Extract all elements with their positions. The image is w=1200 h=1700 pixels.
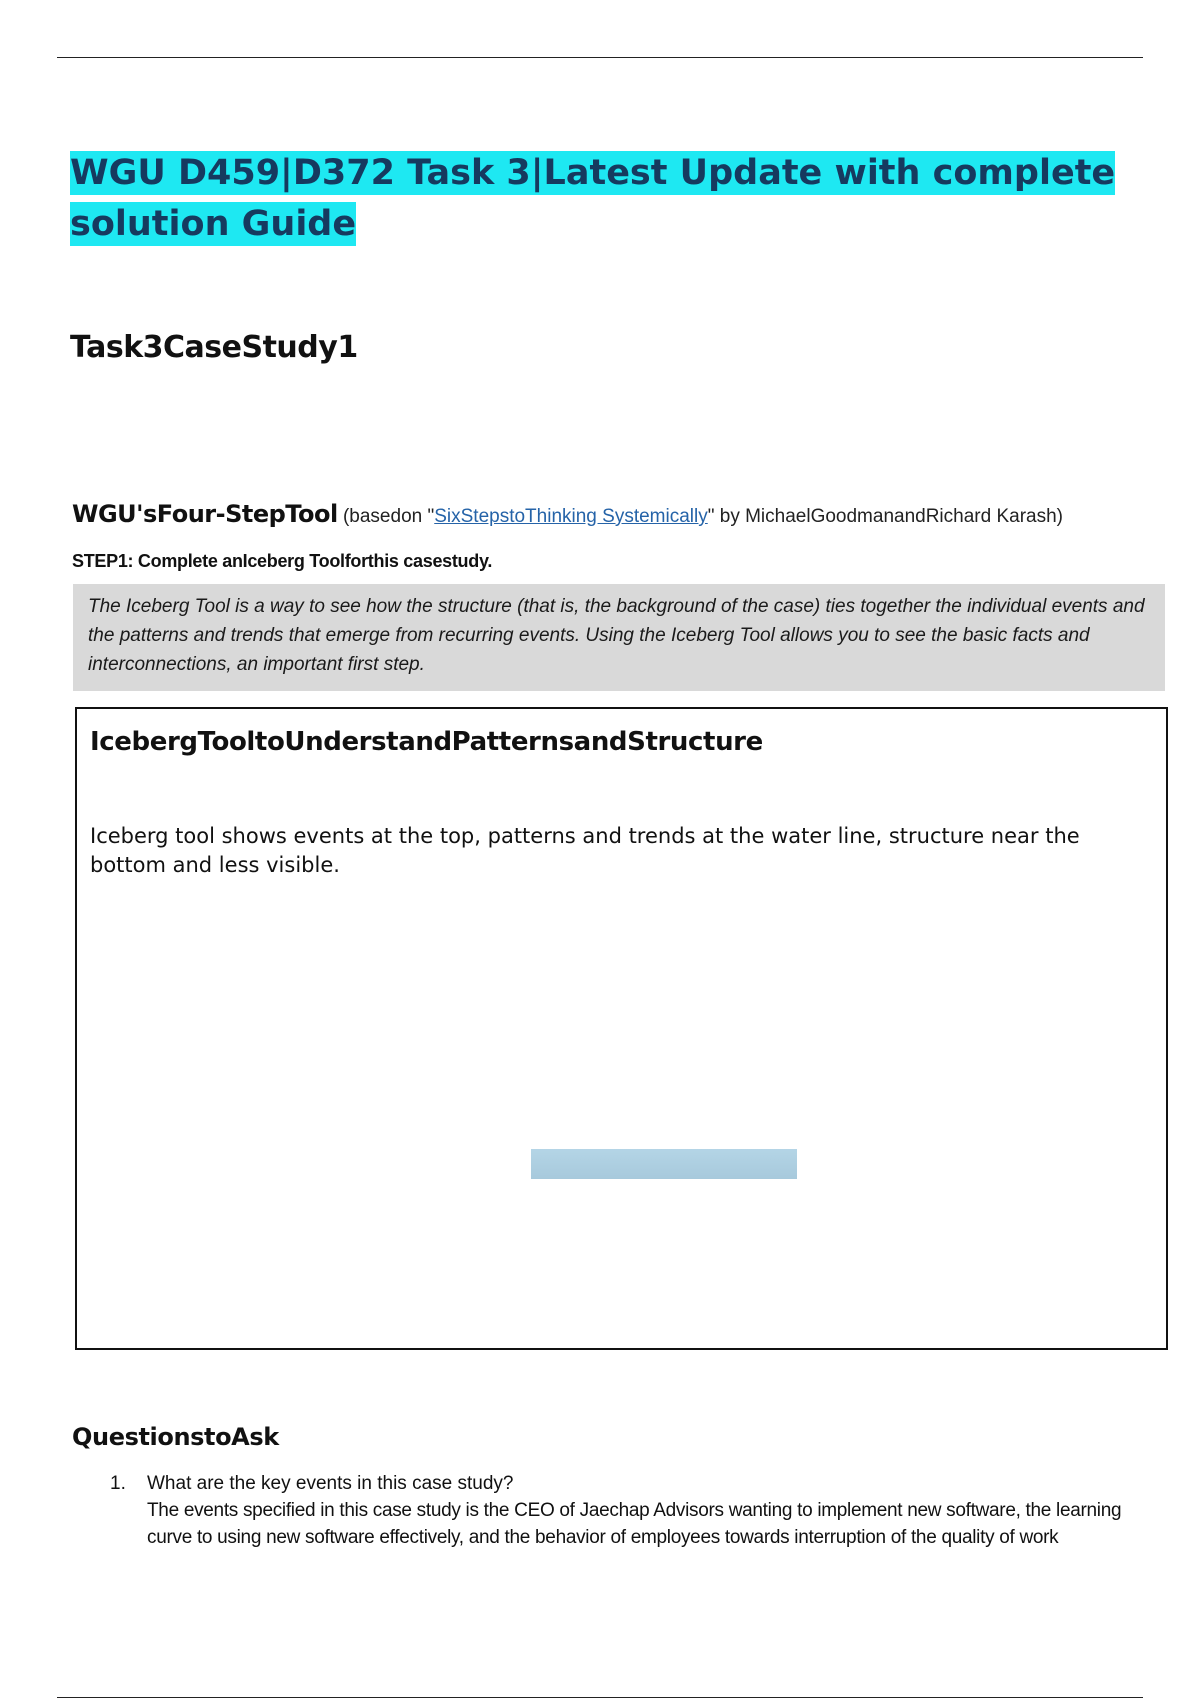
questions-heading: QuestionstoAsk (72, 1423, 279, 1451)
six-steps-link[interactable]: SixStepstoThinking Systemically (434, 506, 708, 527)
question-number: 1. (110, 1473, 126, 1494)
tool-intro-line (72, 500, 1063, 528)
step1-label: STEP1: Complete anIceberg Toolforthis casestudy. (72, 551, 493, 571)
question-text: What are the key events in this case study? (147, 1473, 514, 1494)
tool-name: WGU'sFour-StepTool (72, 500, 338, 528)
answer-text: The events specified in this case study is the CEO of Jaechap Advisors wanting to implement new software, the learning curve to using new software effectively, and the behavior of employees towards interruption of the quality of work (147, 1500, 1122, 1548)
document-title (70, 148, 1170, 250)
case-study-title: Task3CaseStudy1 (70, 330, 358, 365)
iceberg-tool-box (75, 707, 1168, 1350)
question-list (110, 1470, 1170, 1551)
step1-instructions: The Iceberg Tool is a way to see how the structure (that is, the background of the case) ties together the individual events and the patterns and trends that emerge from recurring events. Using the Iceberg Tool allows you to see the basic facts and interconnections, an important first step. (73, 584, 1165, 691)
iceberg-heading: IcebergTooltoUnderstandPatternsandStructure (90, 727, 763, 757)
iceberg-description: Iceberg tool shows events at the top, patterns and trends at the water line, structure near the bottom and less visible. (90, 824, 1080, 877)
water-line-image (531, 1149, 797, 1179)
footer-rule (57, 1697, 1143, 1698)
document-title-highlight: WGU D459|D372 Task 3|Latest Update with complete solution Guide (70, 153, 1116, 244)
based-on-prefix: (basedon " (342, 506, 435, 527)
based-on-suffix: " by MichaelGoodmanandRichard Karash) (707, 506, 1063, 527)
header-rule (57, 57, 1143, 58)
list-item (110, 1470, 1170, 1551)
